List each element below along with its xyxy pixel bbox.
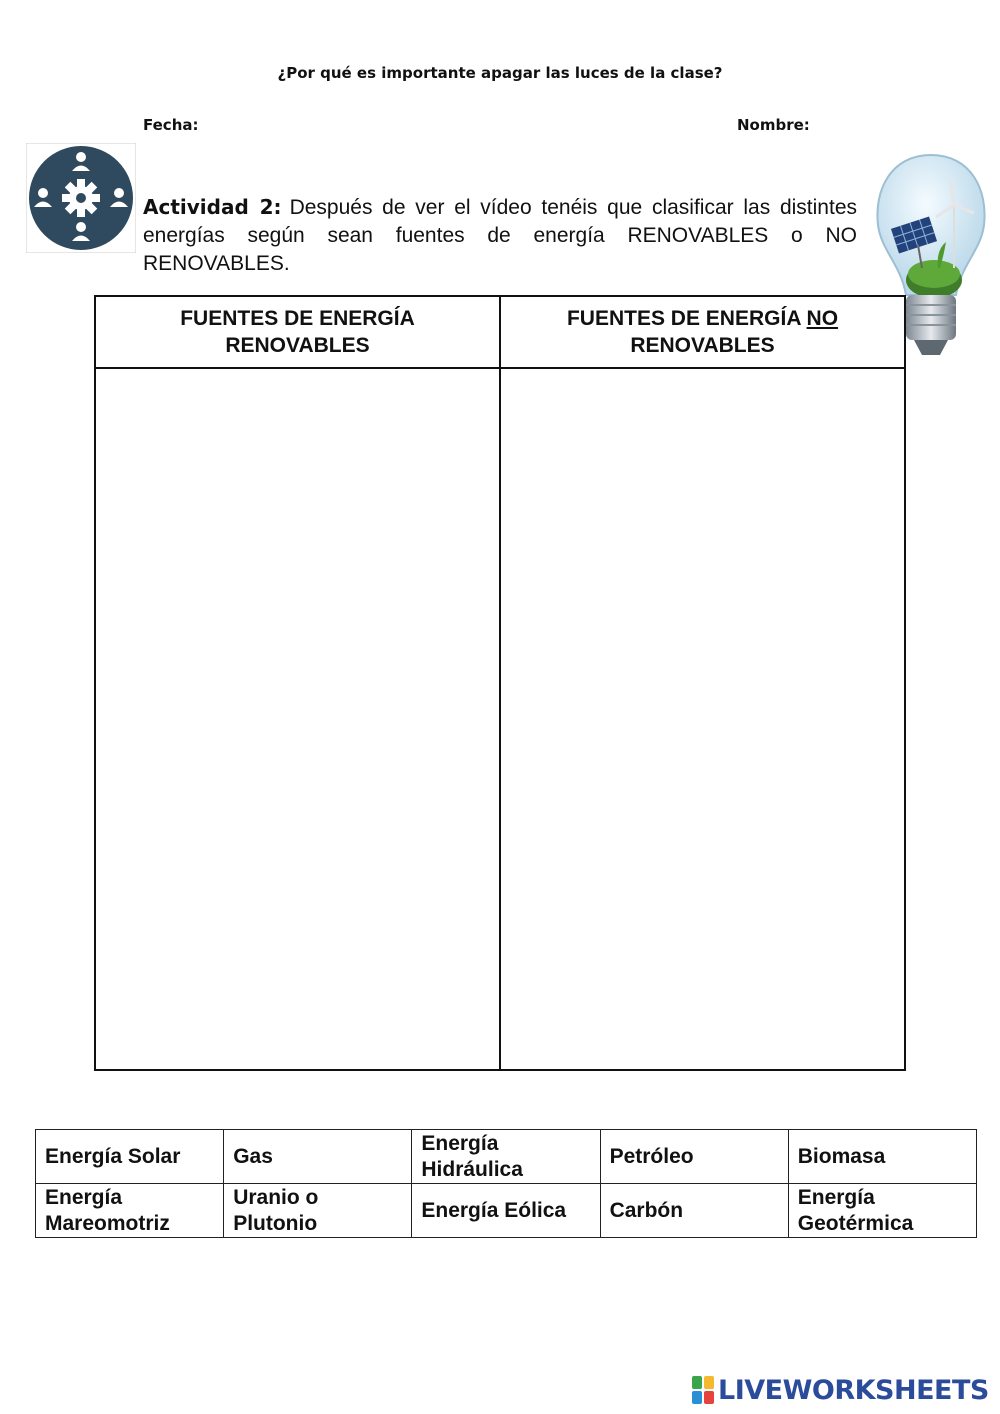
activity-text: Después de ver el vídeo tenéis que clasificar las distintes energías según sean fuentes de energía RENOVABLES o NO RENOVABLES.: [143, 196, 857, 275]
word-item[interactable]: Energía Eólica: [412, 1184, 600, 1238]
word-item[interactable]: Biomasa: [788, 1130, 976, 1184]
page-title: ¿Por qué es importante apagar las luces de la clase?: [277, 64, 723, 82]
team-gear-icon: [26, 143, 136, 253]
classification-table: [94, 295, 906, 1071]
renewable-drop-zone[interactable]: [95, 368, 500, 1070]
renewable-header: FUENTES DE ENERGÍA RENOVABLES: [95, 296, 500, 368]
word-item[interactable]: Energía Hidráulica: [412, 1130, 600, 1184]
word-item[interactable]: Energía Mareomotriz: [36, 1184, 224, 1238]
word-bank-row: [36, 1130, 977, 1184]
brand-logo: [692, 1373, 989, 1407]
word-item[interactable]: Petróleo: [600, 1130, 788, 1184]
word-item[interactable]: Energía Geotérmica: [788, 1184, 976, 1238]
word-bank-row: [36, 1184, 977, 1238]
word-item[interactable]: Gas: [224, 1130, 412, 1184]
word-bank: [35, 1129, 977, 1238]
date-label: Fecha:: [143, 116, 199, 134]
nonrenewable-header-part2: RENOVABLES: [630, 334, 775, 357]
activity-instructions: [143, 193, 857, 278]
nonrenewable-header-part1: FUENTES DE ENERGÍA: [566, 307, 801, 330]
nonrenewable-header: [500, 296, 905, 368]
liveworksheets-logo-icon: [692, 1376, 714, 1404]
brand-name: LIVEWORKSHEETS: [718, 1374, 989, 1406]
name-label: Nombre:: [737, 116, 810, 134]
word-item[interactable]: Carbón: [600, 1184, 788, 1238]
nonrenewable-header-underlined: NO: [806, 307, 839, 330]
word-item[interactable]: Energía Solar: [36, 1130, 224, 1184]
word-item[interactable]: Uranio o Plutonio: [224, 1184, 412, 1238]
nonrenewable-drop-zone[interactable]: [500, 368, 905, 1070]
activity-label: Actividad 2:: [143, 195, 282, 219]
